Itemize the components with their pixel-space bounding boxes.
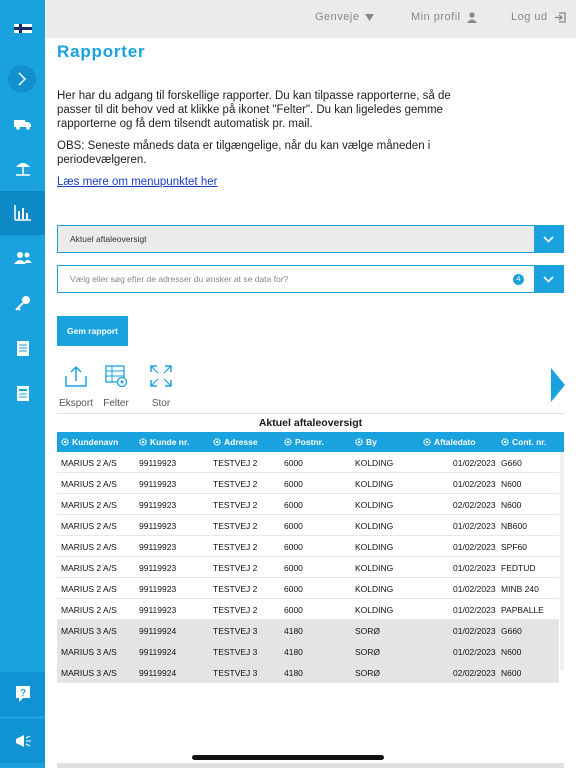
export-icon (64, 364, 88, 388)
horizontal-scrollbar[interactable] (57, 763, 564, 768)
table-cell: SORØ (355, 626, 381, 636)
topbar (45, 0, 576, 38)
table-cell: 99119924 (139, 647, 177, 657)
column-header[interactable] (423, 437, 476, 447)
table-row[interactable] (57, 599, 559, 620)
beach-umbrella-icon (14, 159, 32, 177)
sidebar-item-trucks[interactable] (0, 102, 45, 146)
logout-icon (554, 12, 566, 23)
column-header[interactable] (139, 437, 189, 447)
table-cell: TESTVEJ 3 (213, 647, 258, 657)
table-cell: KOLDING (355, 458, 394, 468)
table-row[interactable] (57, 662, 559, 683)
table-cell: NB600 (501, 521, 527, 531)
column-header[interactable] (61, 437, 118, 447)
truck-icon (14, 118, 32, 130)
table-row[interactable] (57, 494, 559, 515)
table-cell: 6000 (284, 479, 303, 489)
table-cell: MARIUS 2 A/S (61, 563, 117, 573)
gear-icon (355, 438, 363, 446)
table-cell: TESTVEJ 2 (213, 479, 258, 489)
export-label: Eksport (59, 398, 93, 409)
fullscreen-label: Stor (151, 398, 171, 409)
table-cell: 99119923 (139, 521, 177, 531)
table-cell: SORØ (355, 668, 381, 678)
table-row[interactable] (57, 578, 559, 599)
table-cell: MARIUS 2 A/S (61, 542, 117, 552)
users-icon (14, 251, 32, 265)
table-cell: 01/02/2023 (453, 542, 496, 552)
sidebar (0, 0, 45, 768)
table-cell: TESTVEJ 2 (213, 521, 258, 531)
sidebar-item-documents[interactable] (0, 326, 45, 370)
column-header[interactable] (213, 437, 258, 447)
help-icon (15, 685, 31, 703)
next-arrow-icon[interactable] (550, 368, 566, 402)
table-cell: TESTVEJ 2 (213, 584, 258, 594)
svg-text:?: ? (19, 688, 26, 699)
document-icon (16, 340, 30, 357)
table-cell: N600 (501, 500, 522, 510)
profile-link[interactable] (411, 11, 477, 23)
table-cell: TESTVEJ 2 (213, 458, 258, 468)
table-cell: KOLDING (355, 542, 394, 552)
table-cell: MARIUS 2 A/S (61, 500, 117, 510)
table-cell: 01/02/2023 (453, 584, 496, 594)
table-cell: 99119923 (139, 458, 177, 468)
table-cell: 6000 (284, 542, 303, 552)
column-header[interactable] (355, 437, 377, 447)
fields-button[interactable] (96, 364, 136, 409)
table-cell: KOLDING (355, 605, 394, 615)
report-select-arrow[interactable] (534, 226, 563, 252)
expand-icon (149, 364, 173, 388)
column-header[interactable] (284, 437, 324, 447)
gear-icon (139, 438, 147, 446)
table-cell: 99119923 (139, 563, 177, 573)
table-cell: 4180 (284, 626, 303, 636)
report-select-value: Aktuel aftaleoversigt (70, 234, 147, 244)
column-header-label: Adresse (224, 437, 258, 447)
gear-icon (284, 438, 292, 446)
table-cell: MARIUS 2 A/S (61, 605, 117, 615)
flag-logo-icon (14, 24, 32, 33)
column-header-label: Postnr. (295, 437, 324, 447)
table-cell: 6000 (284, 500, 303, 510)
megaphone-icon (14, 734, 32, 748)
table-row[interactable] (57, 536, 559, 557)
table-cell: SPF60 (501, 542, 527, 552)
table-cell: MARIUS 3 A/S (61, 626, 117, 636)
table-cell: TESTVEJ 2 (213, 500, 258, 510)
home-indicator (192, 755, 384, 760)
table-cell: TESTVEJ 3 (213, 626, 258, 636)
table-cell: 01/02/2023 (453, 521, 496, 531)
table-scrollbar[interactable] (560, 452, 564, 670)
table-cell: KOLDING (355, 479, 394, 489)
gear-icon (501, 438, 509, 446)
note-text: OBS: Seneste måneds data er tilgængelige, når du kan vælge måneden i periodevælgeren. (57, 140, 431, 166)
table-cell: 6000 (284, 458, 303, 468)
table-row[interactable] (57, 452, 559, 473)
column-header-label: Aftaledato (434, 437, 476, 447)
column-header-label: Kundenavn (72, 437, 119, 447)
table-cell: 99119923 (139, 605, 177, 615)
table-cell: G660 (501, 458, 522, 468)
column-header-label: By (366, 437, 377, 447)
chevron-right-icon (17, 72, 27, 86)
gear-icon (423, 438, 431, 446)
table-cell: N600 (501, 668, 522, 678)
chevron-down-icon (543, 236, 554, 243)
table-cell: FEDTUD (501, 563, 536, 573)
table-cell: MARIUS 3 A/S (61, 668, 117, 678)
column-header[interactable] (501, 437, 546, 447)
announcements-button[interactable] (0, 719, 45, 763)
table-cell: 4180 (284, 668, 303, 678)
sidebar-item-reports[interactable] (0, 191, 45, 235)
invoice-icon (16, 385, 30, 402)
table-cell: KOLDING (355, 563, 394, 573)
table-cell: KOLDING (355, 521, 394, 531)
table-cell: 99119924 (139, 668, 177, 678)
table-cell: 01/02/2023 (453, 458, 496, 468)
table-cell: MARIUS 2 A/S (61, 584, 117, 594)
table-row[interactable] (57, 557, 559, 578)
table-cell: 4180 (284, 647, 303, 657)
page-title: Rapporter (57, 42, 146, 61)
column-header-label: Cont. nr. (512, 437, 547, 447)
table-cell: SORØ (355, 647, 381, 657)
caret-down-icon (365, 14, 374, 21)
table-cell: MARIUS 3 A/S (61, 647, 117, 657)
save-report-button[interactable]: Gem rapport (57, 316, 128, 346)
table-settings-icon (104, 364, 128, 388)
table-cell: 02/02/2023 (453, 668, 496, 678)
read-more-link[interactable]: Læs mere om menupunktet her (57, 176, 218, 188)
table-cell: KOLDING (355, 584, 394, 594)
table-cell: G660 (501, 626, 522, 636)
address-select-arrow[interactable] (534, 266, 563, 292)
user-icon (467, 12, 477, 23)
table-cell: 02/02/2023 (453, 500, 496, 510)
shortcuts-menu[interactable] (315, 11, 374, 23)
chevron-down-icon (543, 276, 554, 283)
table-row[interactable] (57, 620, 559, 641)
table-cell: PAPBALLE (501, 605, 544, 615)
table-cell: 01/02/2023 (453, 479, 496, 489)
table-row[interactable] (57, 641, 559, 662)
help-button[interactable] (0, 672, 45, 716)
gear-icon (213, 438, 221, 446)
table-row[interactable] (57, 515, 559, 536)
intro-text: Her har du adgang til forskellige rapporter. Du kan tilpasse rapporterne, så de passer til dit behov ved at klikke på ikonet "Felter". Du kan ligeledes gemme rapporterne og få dem tilsendt automatisk pr. mail. (57, 90, 451, 130)
logout-label: Log ud (511, 11, 548, 23)
table-body (57, 452, 564, 678)
table-row[interactable] (57, 473, 559, 494)
table-cell: 6000 (284, 521, 303, 531)
table-cell: TESTVEJ 2 (213, 542, 258, 552)
table-cell: 99119923 (139, 479, 177, 489)
table-cell: N600 (501, 647, 522, 657)
sidebar-item-leisure[interactable] (0, 146, 45, 190)
table-header (57, 432, 564, 452)
key-icon (14, 294, 32, 312)
table-cell: 01/02/2023 (453, 605, 496, 615)
table-cell: 99119924 (139, 626, 177, 636)
table-cell: 99119923 (139, 584, 177, 594)
table-title: Aktuel aftaleoversigt (57, 413, 564, 432)
table-cell: 99119923 (139, 500, 177, 510)
column-header-label: Kunde nr. (150, 437, 190, 447)
table-cell: 6000 (284, 563, 303, 573)
table-cell: 6000 (284, 584, 303, 594)
table-cell: KOLDING (355, 500, 394, 510)
table-cell: N600 (501, 479, 522, 489)
gear-icon (61, 438, 69, 446)
table-cell: TESTVEJ 2 (213, 605, 258, 615)
fields-label: Felter (103, 398, 129, 409)
table-cell: TESTVEJ 2 (213, 563, 258, 573)
fullscreen-button[interactable] (141, 364, 181, 409)
table-cell: MARIUS 2 A/S (61, 458, 117, 468)
sidebar-toggle-button[interactable] (8, 65, 36, 93)
sidebar-item-invoices[interactable] (0, 371, 45, 415)
table-cell: MINB 240 (501, 584, 539, 594)
sidebar-item-users[interactable] (0, 236, 45, 280)
table-cell: TESTVEJ 3 (213, 668, 258, 678)
table-cell: 01/02/2023 (453, 647, 496, 657)
sidebar-item-keys[interactable] (0, 281, 45, 325)
table-cell: MARIUS 2 A/S (61, 479, 117, 489)
profile-label: Min profil (411, 11, 461, 23)
report-select[interactable] (57, 225, 564, 253)
logout-link[interactable] (511, 11, 566, 23)
table-cell: 01/02/2023 (453, 563, 496, 573)
address-count-badge: 4 (513, 274, 524, 285)
table-cell: 6000 (284, 605, 303, 615)
bar-chart-icon (14, 205, 32, 221)
export-button[interactable] (56, 364, 96, 409)
table-cell: 01/02/2023 (453, 626, 496, 636)
shortcuts-label: Genveje (315, 11, 360, 23)
address-select-placeholder: Vælg eller søg efter de adresser du ønsker at se data for? (70, 274, 289, 284)
table-cell: 99119923 (139, 542, 177, 552)
address-select[interactable] (57, 265, 564, 293)
table-cell: MARIUS 2 A/S (61, 521, 117, 531)
